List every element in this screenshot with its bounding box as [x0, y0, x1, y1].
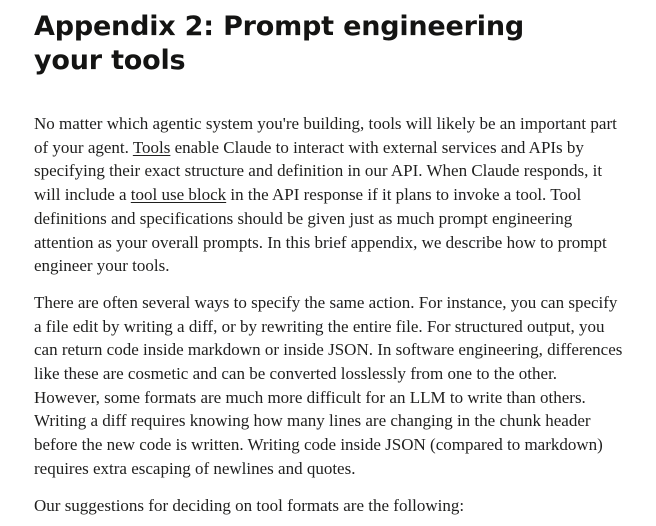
paragraph-formats: There are often several ways to specify the same action. For instance, you can specify a file edit by writing a diff, or by rewriting the entire file. For structured output, you can return code inside markdown or inside JSON. In software engineering, differences like these are cosmetic and can be converted losslessly from one to the other. However, some formats are much more difficult for an LLM to write than others. Writing a diff requires knowing how many lines are changing in the chunk header before the new code is written. Writing code inside JSON (compared to markdown) requires extra escaping of newlines and quotes.	[34, 292, 623, 478]
tools-link[interactable]: Tools	[132, 137, 171, 157]
paragraph-suggestions: Our suggestions for deciding on tool formats are the following:	[34, 495, 465, 515]
paragraph1-text-b: enable Claude to interact with external services and APIs by specifying their exact structure and definition in our API. When Claude responds, it will include a	[34, 137, 603, 205]
paragraph1-text-c: in the API response if it plans to invoke a tool. Tool definitions and specifications should be given just as much prompt engineering attention as your overall prompts. In this brief appendix, we describe how to prompt engineer your tools.	[34, 185, 607, 276]
appendix-title	[34, 10, 624, 78]
article-body	[34, 0, 624, 517]
title-line-1: Appendix 2: Prompt engineering	[34, 11, 524, 42]
title-line-2: your tools	[34, 45, 186, 76]
paragraph-tools-intro	[34, 112, 624, 278]
paragraph1-text-a: No matter which agentic system you're building, tools will likely be an important part of your agent.	[34, 114, 617, 157]
tool-use-block-link[interactable]: tool use block	[130, 185, 227, 205]
